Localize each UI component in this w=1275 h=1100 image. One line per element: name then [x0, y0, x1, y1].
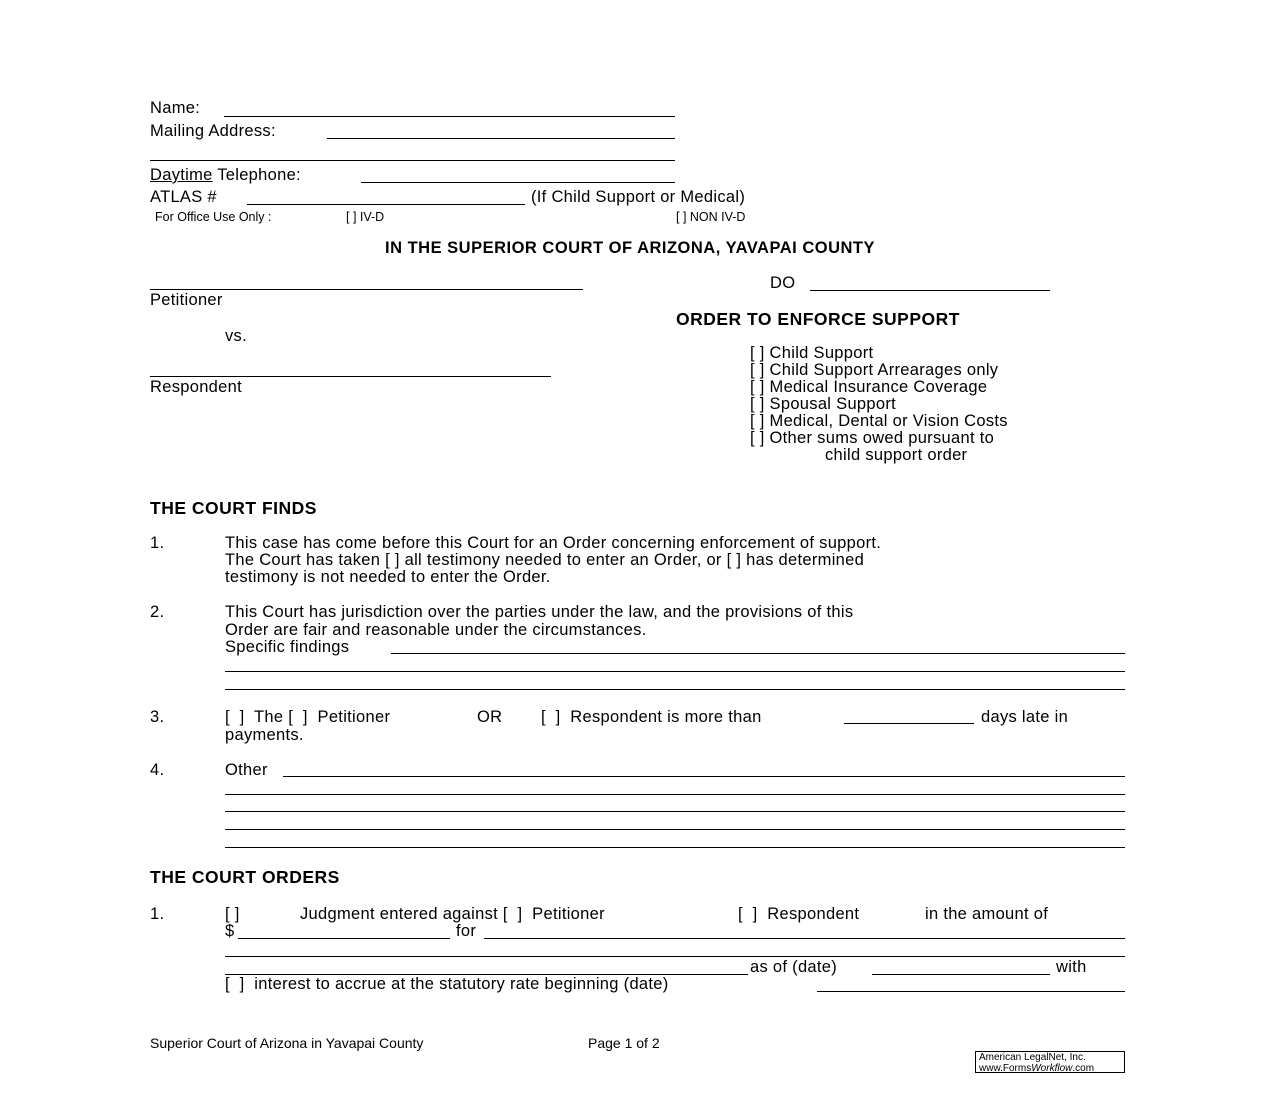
- option-spousal-support[interactable]: [ ] Spousal Support: [750, 395, 897, 413]
- finding-3-or: OR: [477, 708, 503, 726]
- name-label: Name:: [150, 99, 201, 117]
- finding-3-number: 3.: [150, 708, 165, 726]
- finding-4-number: 4.: [150, 761, 165, 779]
- atlas-label: ATLAS #: [150, 188, 217, 206]
- name-field-line[interactable]: [224, 116, 675, 117]
- finding-3-line-2: payments.: [225, 726, 304, 744]
- option-other-continuation: child support order: [825, 446, 968, 464]
- petitioner-label: Petitioner: [150, 291, 223, 309]
- specific-findings-line-1[interactable]: [391, 653, 1125, 654]
- ivd-checkbox[interactable]: [ ] IV-D: [346, 210, 385, 224]
- finding-2-line-2: Order are fair and reasonable under the circumstances.: [225, 621, 647, 639]
- finding-3-petitioner-option[interactable]: [ ] The [ ] Petitioner: [225, 708, 391, 726]
- days-late-line[interactable]: [844, 723, 974, 724]
- for-label: for: [456, 922, 477, 940]
- publisher-logo: [975, 1051, 1125, 1073]
- other-line-4[interactable]: [225, 829, 1125, 830]
- telephone-label: [150, 166, 301, 185]
- judgment-petitioner-option[interactable]: Judgment entered against [ ] Petitioner: [300, 905, 605, 923]
- for-line-2[interactable]: [225, 956, 1125, 957]
- specific-findings-label: Specific findings: [225, 638, 350, 656]
- as-of-date-label: as of (date): [750, 958, 838, 976]
- orders-heading: THE COURT ORDERS: [150, 867, 340, 887]
- other-line-2[interactable]: [225, 794, 1125, 795]
- non-ivd-checkbox[interactable]: [ ] NON IV-D: [676, 210, 746, 224]
- atlas-note: (If Child Support or Medical): [531, 188, 746, 206]
- order-1-number: 1.: [150, 905, 165, 923]
- dollar-sign: $: [225, 922, 235, 940]
- do-label: DO: [770, 274, 796, 292]
- atlas-field-line[interactable]: [247, 204, 525, 205]
- finding-3-respondent-option[interactable]: [ ] Respondent is more than: [541, 708, 762, 726]
- page-number: Page 1 of 2: [588, 1035, 660, 1051]
- amount-line[interactable]: [238, 938, 450, 939]
- for-line[interactable]: [484, 938, 1125, 939]
- finding-1-line-3: testimony is not needed to enter the Order.: [225, 568, 551, 586]
- with-label: with: [1056, 958, 1087, 976]
- petitioner-name-line[interactable]: [150, 289, 583, 290]
- option-other-sums[interactable]: [ ] Other sums owed pursuant to: [750, 429, 995, 447]
- footer-court: Superior Court of Arizona in Yavapai County: [150, 1035, 424, 1051]
- mailing-address-field-line[interactable]: [327, 138, 675, 139]
- finding-2-number: 2.: [150, 603, 165, 621]
- as-of-date-line[interactable]: [872, 974, 1050, 975]
- findings-heading: THE COURT FINDS: [150, 498, 317, 518]
- telephone-label-text: Telephone:: [212, 166, 301, 184]
- other-label: Other: [225, 761, 268, 779]
- court-title: IN THE SUPERIOR COURT OF ARIZONA, YAVAPAI COUNTY: [385, 239, 876, 257]
- amount-label: in the amount of: [925, 905, 1049, 923]
- interest-option[interactable]: [ ] interest to accrue at the statutory rate beginning (date): [225, 975, 669, 993]
- option-medical-insurance[interactable]: [ ] Medical Insurance Coverage: [750, 378, 988, 396]
- case-number-line[interactable]: [810, 290, 1050, 291]
- other-line-5[interactable]: [225, 847, 1125, 848]
- finding-2-line-1: This Court has jurisdiction over the parties under the law, and the provisions of this: [225, 603, 854, 621]
- finding-3-suffix: days late in: [981, 708, 1069, 726]
- finding-1-line-2: The Court has taken [ ] all testimony needed to enter an Order, or [ ] has determined: [225, 551, 865, 569]
- specific-findings-line-3[interactable]: [225, 689, 1125, 690]
- specific-findings-line-2[interactable]: [225, 671, 1125, 672]
- interest-date-line[interactable]: [817, 991, 1125, 992]
- mailing-address-label: Mailing Address:: [150, 122, 276, 140]
- respondent-label: Respondent: [150, 378, 242, 396]
- finding-1-number: 1.: [150, 534, 165, 552]
- mailing-address-line-2[interactable]: [150, 160, 675, 161]
- order-1-checkbox[interactable]: [ ]: [225, 905, 240, 923]
- option-arrearages[interactable]: [ ] Child Support Arrearages only: [750, 361, 999, 379]
- publisher-name: American LegalNet, Inc.: [979, 1052, 1086, 1063]
- respondent-name-line[interactable]: [150, 376, 551, 377]
- other-line-3[interactable]: [225, 811, 1125, 812]
- vs-label: vs.: [225, 327, 247, 345]
- order-title: ORDER TO ENFORCE SUPPORT: [676, 309, 960, 329]
- publisher-url: www.FormsWorkflow.com: [979, 1062, 1095, 1074]
- telephone-field-line[interactable]: [361, 182, 675, 183]
- finding-1-line-1: This case has come before this Court for an Order concerning enforcement of support.: [225, 534, 882, 552]
- office-use-label: For Office Use Only :: [155, 210, 272, 224]
- other-line-1[interactable]: [283, 776, 1125, 777]
- option-medical-costs[interactable]: [ ] Medical, Dental or Vision Costs: [750, 412, 1008, 430]
- daytime-label: Daytime: [150, 166, 213, 184]
- option-child-support[interactable]: [ ] Child Support: [750, 344, 874, 362]
- judgment-respondent-option[interactable]: [ ] Respondent: [738, 905, 860, 923]
